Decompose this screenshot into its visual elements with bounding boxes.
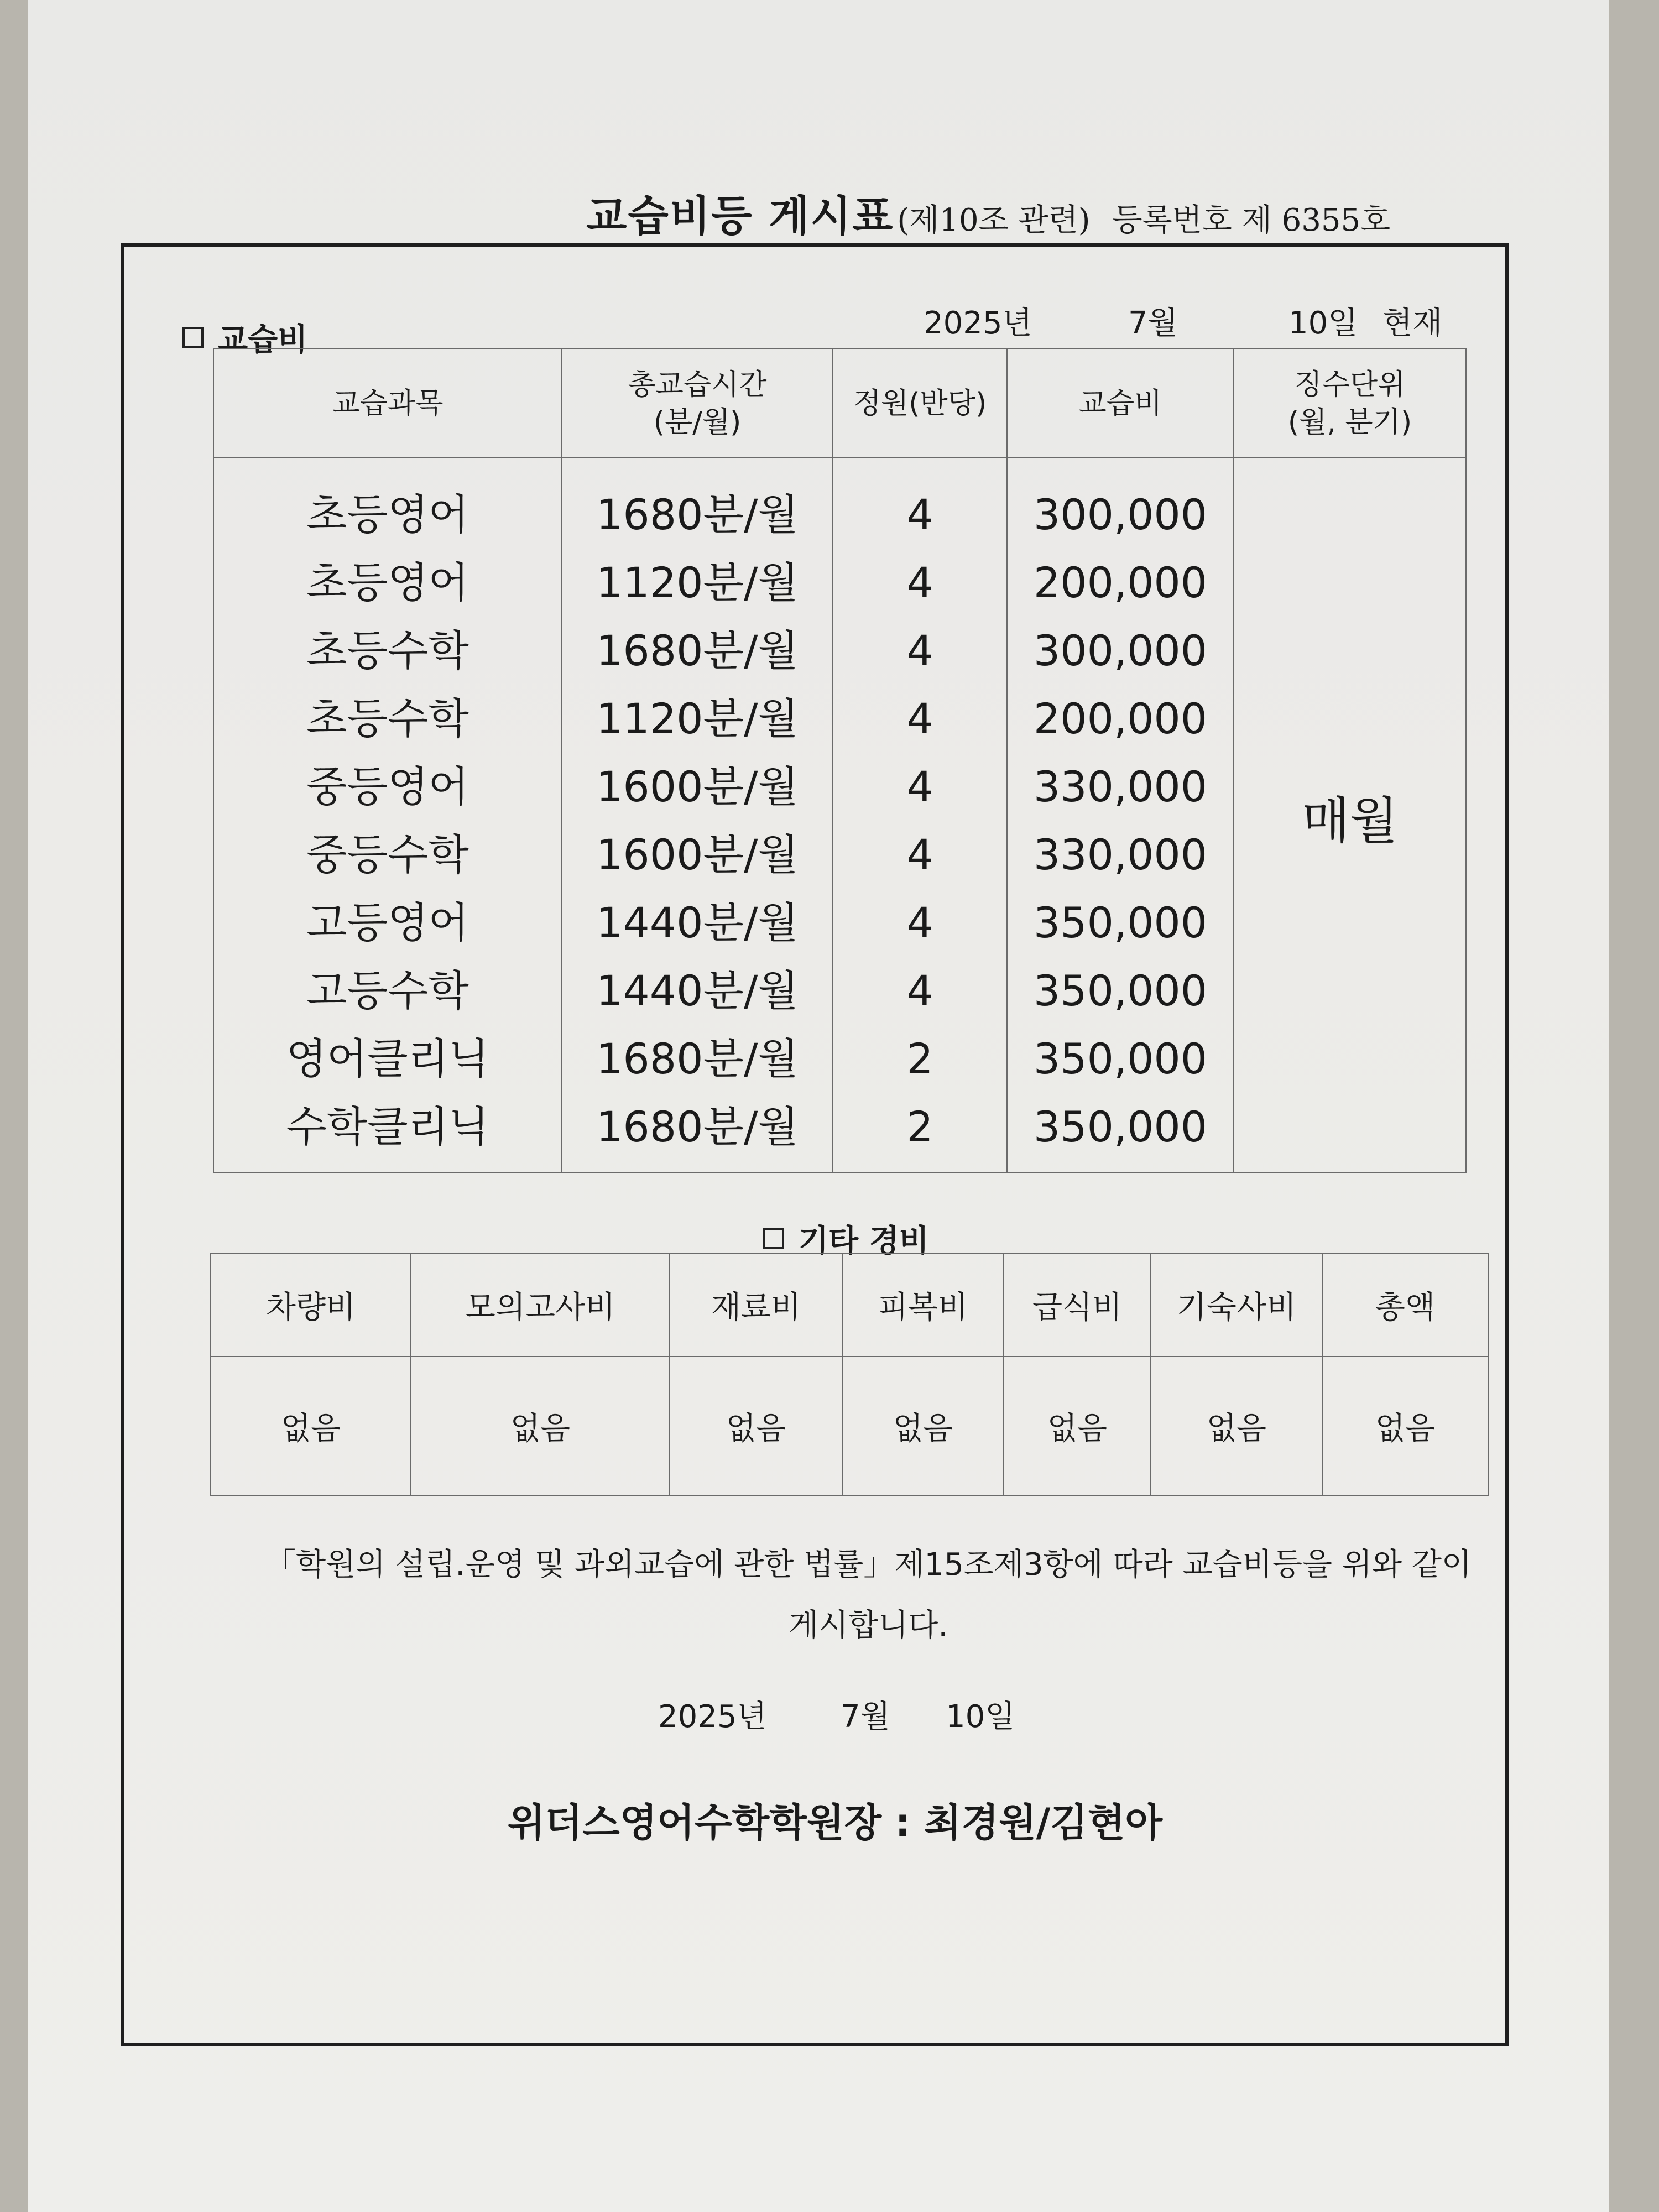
posting-date [658, 1692, 1100, 1742]
as-of-day: 10일 [1288, 305, 1358, 341]
collection-unit-cell: 매월 [1234, 458, 1466, 1172]
tuition-hours-cell: 1440분/월 [596, 966, 799, 1015]
tuition-body-row [213, 458, 1466, 1172]
tuition-fee-cell: 300,000 [1033, 626, 1208, 675]
document-subtitle: (제10조 관련) [897, 202, 1091, 238]
column-header: 교습비 [1007, 349, 1234, 458]
tuition-hours-cell: 1680분/월 [596, 626, 799, 675]
checkbox-square-icon [182, 327, 204, 348]
other-expenses-table [210, 1253, 1489, 1496]
table-cell: 없음 [1151, 1357, 1322, 1496]
other-header-row [211, 1253, 1488, 1357]
hours-column [562, 458, 833, 1172]
tuition-hours-cell: 1600분/월 [596, 762, 799, 811]
column-header: 재료비 [670, 1253, 842, 1357]
table-cell: 없음 [411, 1357, 670, 1496]
tuition-subject-cell: 중등영어 [306, 762, 469, 811]
date-year: 2025년 [658, 1699, 767, 1735]
tuition-table [213, 348, 1467, 1173]
tuition-subject-cell: 초등영어 [306, 558, 469, 607]
as-of-date [924, 299, 1477, 343]
legal-notice [260, 1535, 1477, 1656]
tuition-fee-cell: 300,000 [1033, 490, 1208, 539]
tuition-capacity-cell: 2 [906, 1102, 933, 1151]
table-cell: 없음 [842, 1357, 1004, 1496]
as-of-year: 2025년 [924, 305, 1032, 341]
document-header [586, 182, 1526, 243]
as-of-month: 7월 [1128, 305, 1178, 341]
tuition-subject-cell: 고등영어 [306, 898, 469, 947]
column-header: 총교습시간 (분/월) [562, 349, 833, 458]
tuition-hours-cell: 1600분/월 [596, 830, 799, 879]
other-section-title: 기타 경비 [799, 1223, 929, 1259]
tuition-hours-cell: 1120분/월 [596, 558, 799, 607]
tuition-capacity-cell: 4 [906, 694, 933, 743]
tuition-subject-cell: 중등수학 [306, 830, 469, 879]
tuition-fee-cell: 350,000 [1033, 1102, 1208, 1151]
table-cell: 없음 [211, 1357, 411, 1496]
column-header: 교습과목 [213, 349, 562, 458]
tuition-hours-cell: 1120분/월 [596, 694, 799, 743]
tuition-capacity-cell: 4 [906, 762, 933, 811]
column-header: 피복비 [842, 1253, 1004, 1357]
tuition-subject-cell: 수학클리닉 [286, 1102, 489, 1151]
tuition-hours-cell: 1680분/월 [596, 1102, 799, 1151]
tuition-capacity-cell: 4 [906, 558, 933, 607]
tuition-capacity-cell: 4 [906, 490, 933, 539]
tuition-fee-cell: 330,000 [1033, 830, 1208, 879]
tuition-subject-cell: 초등수학 [306, 694, 469, 743]
tuition-fee-cell: 350,000 [1033, 1034, 1208, 1083]
column-header: 총액 [1322, 1253, 1488, 1357]
table-cell: 없음 [1322, 1357, 1488, 1496]
as-of-suffix: 현재 [1383, 305, 1443, 341]
tuition-subject-cell: 영어클리닉 [286, 1034, 489, 1083]
column-header: 모의고사비 [411, 1253, 670, 1357]
tuition-subject-cell: 고등수학 [306, 966, 469, 1015]
tuition-subject-cell: 초등영어 [306, 490, 469, 539]
tuition-fee-cell: 350,000 [1033, 966, 1208, 1015]
registration-number: 등록번호 제 6355호 [1112, 202, 1391, 238]
tuition-hours-cell: 1680분/월 [596, 490, 799, 539]
tuition-fee-cell: 200,000 [1033, 558, 1208, 607]
checkbox-square-icon [763, 1228, 784, 1249]
notice-line-1: 「학원의 설립.운영 및 과외교습에 관한 법률」제15조제3항에 따라 교습비등을 위와 같이 [264, 1547, 1472, 1583]
tuition-capacity-cell: 4 [906, 626, 933, 675]
tuition-hours-cell: 1440분/월 [596, 898, 799, 947]
notice-line-2: 게시합니다. [788, 1608, 948, 1644]
director-signature: 위더스영어수학학원장 : 최경원/김현아 [507, 1800, 1163, 1845]
tuition-capacity-cell: 4 [906, 830, 933, 879]
tuition-section-title: 교습비 [218, 322, 308, 358]
tuition-capacity-cell: 4 [906, 898, 933, 947]
tuition-hours-cell: 1680분/월 [596, 1034, 799, 1083]
column-header: 기숙사비 [1151, 1253, 1322, 1357]
other-values-row [211, 1357, 1488, 1496]
table-cell: 없음 [1004, 1357, 1151, 1496]
capacity-column [833, 458, 1007, 1172]
tuition-subject-cell: 초등수학 [306, 626, 469, 675]
column-header: 급식비 [1004, 1253, 1151, 1357]
tuition-fee-cell: 200,000 [1033, 694, 1208, 743]
column-header: 징수단위 (월, 분기) [1234, 349, 1466, 458]
paper-sheet [28, 0, 1609, 2212]
tuition-header-row [213, 349, 1466, 458]
tuition-fee-cell: 330,000 [1033, 762, 1208, 811]
table-cell: 없음 [670, 1357, 842, 1496]
document-title: 교습비등 게시표 [586, 191, 894, 241]
date-month: 7월 [841, 1699, 890, 1735]
date-day: 10일 [946, 1699, 1015, 1735]
tuition-capacity-cell: 2 [906, 1034, 933, 1083]
subject-column [213, 458, 562, 1172]
column-header: 차량비 [211, 1253, 411, 1357]
tuition-fee-cell: 350,000 [1033, 898, 1208, 947]
tuition-capacity-cell: 4 [906, 966, 933, 1015]
column-header: 정원(반당) [833, 349, 1007, 458]
fee-column [1007, 458, 1234, 1172]
